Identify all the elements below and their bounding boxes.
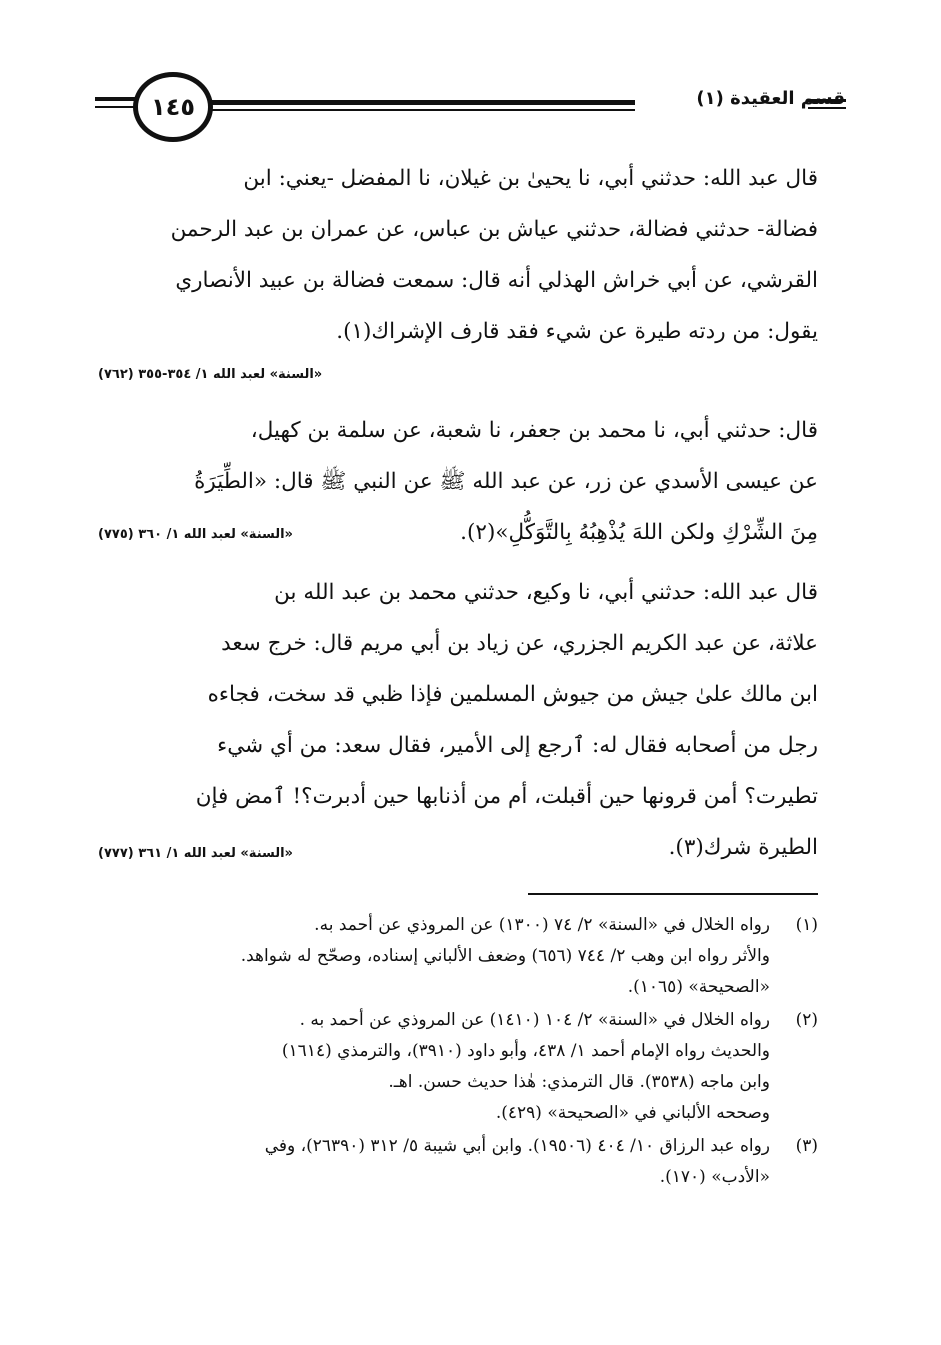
paragraph-line: قال عبد الله: حدثني أبي، نا يحيىٰ بن غيلان، نا المفضل -يعني: ابن [243,166,818,191]
footnotes [95,910,818,1195]
paragraph-line: مِنَ الشِّرْكِ ولكن اللهَ يُذْهِبُهُ بِالتَّوَكُّلِ»(٢). [460,520,818,545]
paragraph-line: القرشي، عن أبي خراش الهذلي أنه قال: سمعت فضالة بن عبيد الأنصاري [175,268,818,293]
running-title: قسم العقيدة (١) [696,88,845,109]
source-citation-2: «السنة» لعبد الله ١/ ٣٦٠ (٧٧٥) [98,527,293,542]
footnote-line: وصححه الألباني في «الصحيحة» (٤٢٩). [495,1103,770,1123]
footnote-1 [95,910,818,1003]
source-citation-3: «السنة» لعبد الله ١/ ٣٦١ (٧٧٧) [98,846,293,861]
footnote-line: «الأدب» (١٧٠). [659,1167,770,1187]
paragraph-line: علاثة، عن عبد الكريم الجزري، عن زياد بن أبي مريم قال: خرج سعد [221,631,818,656]
footnote-line: وابن ماجه (٣٥٣٨). قال الترمذي: هٰذا حديث حسن. اهـ. [388,1072,770,1092]
footnote-separator [528,893,818,895]
source-citation-1: «السنة» لعبد الله ١/ ٣٥٤-٣٥٥ (٧٦٢) [98,367,323,382]
paragraph-line: عن عيسى الأسدي عن زر، عن عبد الله ﷺ عن النبي ﷺ قال: «الطِّيَرَةُ [194,469,818,494]
footnote-line: رواه عبد الرزاق ١٠/ ٤٠٤ (١٩٥٠٦). وابن أبي شيبة ٥/ ٣١٢ (٢٦٣٩٠)، وفي [264,1136,770,1156]
paragraph-line: يقول: من ردته طيرة عن شيء فقد قارف الإشراك(١). [336,319,818,344]
page-number-text: ١٤٥ [151,93,195,121]
footnote-number: (٢) [795,1010,818,1030]
paragraph-1 [95,153,818,357]
footnote-number: (١) [795,915,818,935]
paragraph-line: ابن مالك علىٰ جيش من جيوش المسلمين فإذا ظبي قد سخت، فجاءه [207,682,818,707]
page-number [133,72,213,142]
footnote-line: رواه الخلال في «السنة» ٢/ ١٠٤ (١٤١٠) عن المروذي عن أحمد به . [299,1010,770,1030]
paragraph-line: فضالة- حدثني فضالة، حدثني عياش بن عباس، عن عمران بن عبد الرحمن [170,217,818,242]
paragraph-line: تطيرت؟ أمن قرونها حين أقبلت، أم من أذنابها حين أدبرت؟! ٱمض فإن [195,784,818,809]
footnote-3 [95,1131,818,1193]
header-rule-left-thin [95,106,135,108]
header-rule-left [95,97,135,101]
footnote-line: والأثر رواه ابن وهب ٢/ ٧٤٤ (٦٥٦) وضعف الألباني إسناده، وصحّح له شواهد. [240,946,770,966]
paragraph-line: رجل من أصحابه فقال له: ٱرجع إلى الأمير، فقال سعد: من أي شيء [217,733,818,758]
footnote-line: «الصحيحة» (١٠٦٥). [627,977,770,997]
paragraph-line: قال عبد الله: حدثني أبي، نا وكيع، حدثني محمد بن عبد الله بن [274,580,818,605]
footnote-line: والحديث رواه الإمام أحمد ١/ ٤٣٨، وأبو داود (٣٩١٠)، والترمذي (١٦١٤) [281,1041,770,1061]
footnote-number: (٣) [795,1136,818,1156]
header-rule-center-thin [205,109,635,111]
footnote-2 [95,1005,818,1129]
paragraph-line: قال: حدثني أبي، نا محمد بن جعفر، نا شعبة، عن سلمة بن كهيل، [250,418,818,443]
paragraph-3 [95,567,818,873]
footnote-line: رواه الخلال في «السنة» ٢/ ٧٤ (١٣٠٠) عن المروذي عن أحمد به. [314,915,770,935]
paragraph-line: الطيرة شرك(٣). [668,835,818,860]
header-rule-center [205,100,635,105]
